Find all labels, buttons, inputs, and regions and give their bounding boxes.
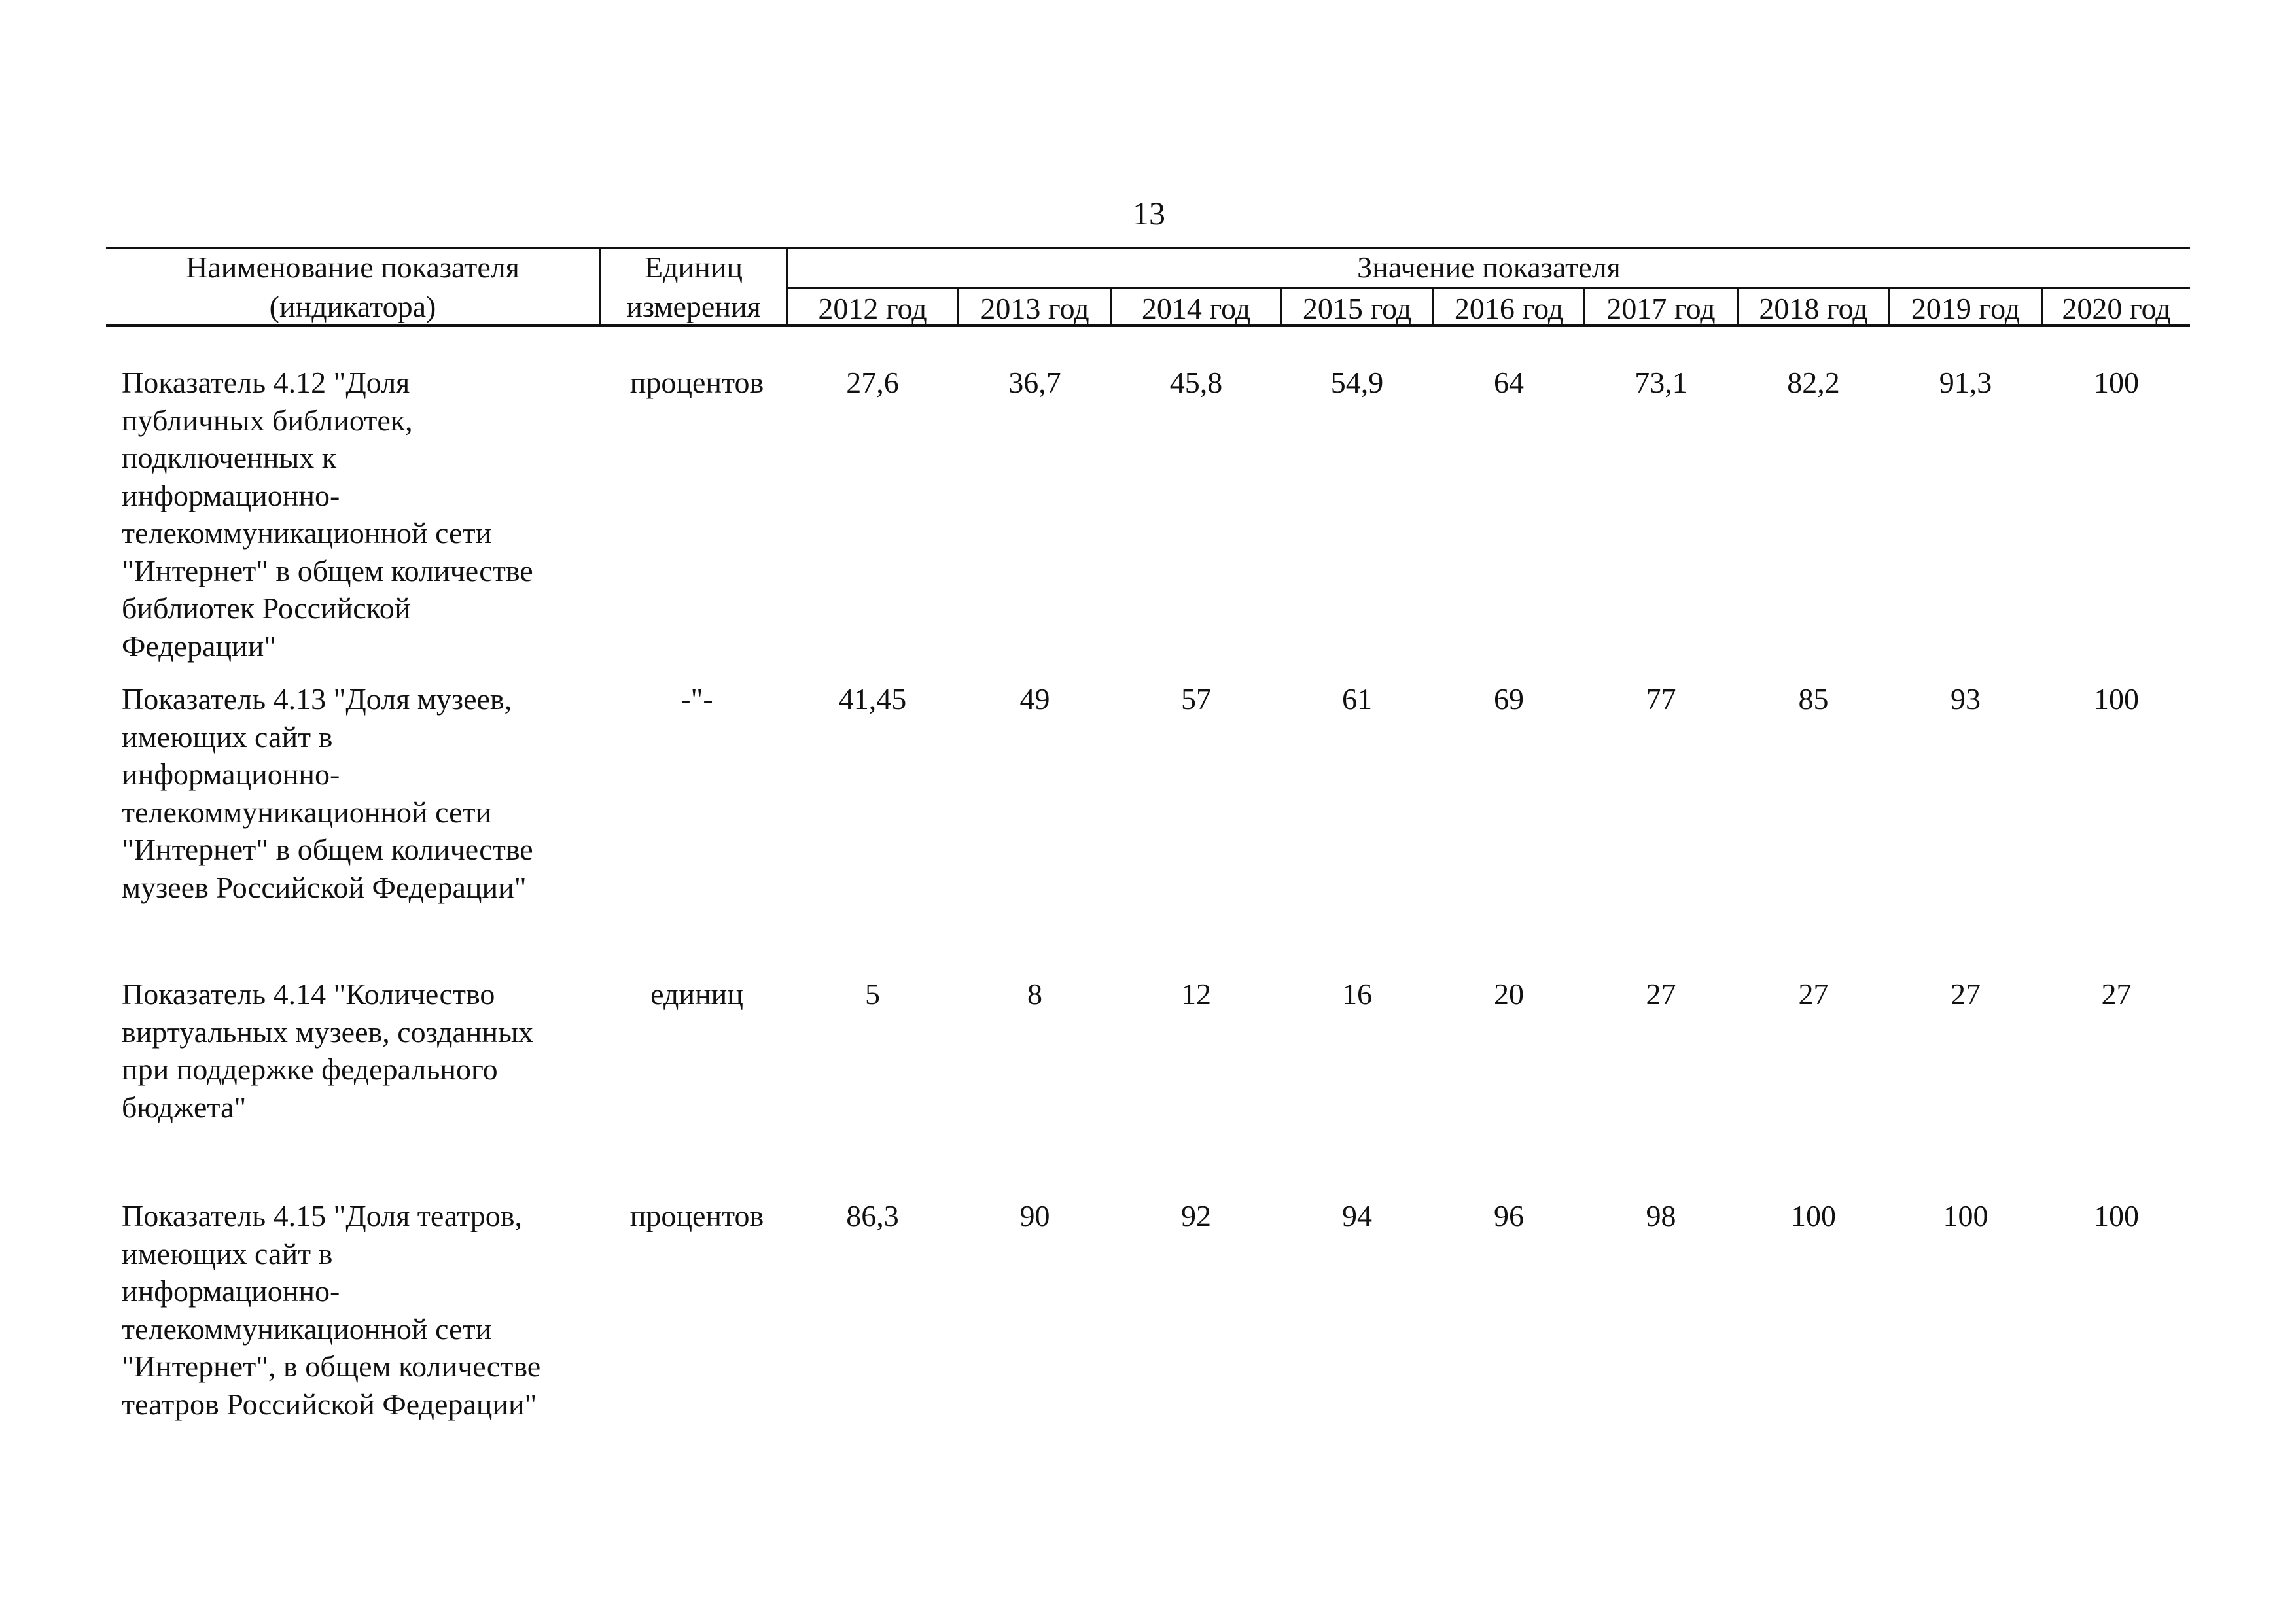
value-cell: 12 xyxy=(1181,977,1211,1011)
year-header: 2016 год xyxy=(1454,292,1564,325)
value-cell: 57 xyxy=(1181,682,1211,716)
value-cell: 94 xyxy=(1342,1199,1372,1232)
unit-cell: процентов xyxy=(629,366,764,399)
value-cell: 100 xyxy=(1943,1199,1988,1232)
value-cell: 73,1 xyxy=(1634,366,1687,399)
value-cell: 27,6 xyxy=(846,366,899,399)
indicator-name-line: театров Российской Федерации" xyxy=(122,1387,537,1421)
indicator-name-line: "Интернет", в общем количестве xyxy=(122,1350,541,1383)
years-top-rule xyxy=(786,287,2190,289)
indicator-name-line: телекоммуникационной сети xyxy=(122,516,492,550)
value-cell: 86,3 xyxy=(846,1199,899,1232)
indicator-name-line: Показатель 4.13 "Доля музеев, xyxy=(122,682,512,716)
table-row-name xyxy=(122,680,606,906)
value-cell: 54,9 xyxy=(1330,366,1384,399)
value-cell: 49 xyxy=(1019,682,1050,716)
value-cell: 36,7 xyxy=(1008,366,1061,399)
indicator-name-line: Показатель 4.12 "Доля xyxy=(122,366,410,399)
year-header: 2017 год xyxy=(1606,292,1716,325)
value-cell: 27 xyxy=(2101,977,2132,1011)
name-column-header-line2: (индикатора) xyxy=(269,290,436,323)
table-row-name xyxy=(122,975,606,1126)
value-cell: 20 xyxy=(1494,977,1524,1011)
year-header: 2018 год xyxy=(1759,292,1868,325)
indicator-name-line: Показатель 4.14 "Количество xyxy=(122,977,495,1011)
indicator-name-line: телекоммуникационной сети xyxy=(122,1312,492,1346)
value-cell: 8 xyxy=(1027,977,1042,1011)
unit-cell: единиц xyxy=(650,977,743,1011)
year-header: 2019 год xyxy=(1911,292,2021,325)
year-header: 2012 год xyxy=(818,292,927,325)
unit-column-header-line2: измерения xyxy=(626,290,761,323)
value-cell: 69 xyxy=(1494,682,1524,716)
value-cell: 91,3 xyxy=(1939,366,1992,399)
value-cell: 61 xyxy=(1342,682,1372,716)
value-cell: 100 xyxy=(2094,366,2139,399)
indicator-name-line: публичных библиотек, xyxy=(122,403,413,437)
unit-cell: -"- xyxy=(680,682,713,716)
value-cell: 98 xyxy=(1646,1199,1676,1232)
values-column-header: Значение показателя xyxy=(1357,251,1621,284)
value-cell: 93 xyxy=(1951,682,1981,716)
indicator-name-line: информационно- xyxy=(122,1274,340,1308)
page-number: 13 xyxy=(1133,195,1165,232)
value-cell: 27 xyxy=(1798,977,1829,1011)
value-cell: 100 xyxy=(2094,682,2139,716)
indicator-name-line: "Интернет" в общем количестве xyxy=(122,833,533,866)
indicator-name-line: имеющих сайт в xyxy=(122,720,333,754)
value-cell: 82,2 xyxy=(1787,366,1840,399)
indicator-name-line: библиотек Российской xyxy=(122,591,411,625)
unit-column-header-line1: Единиц xyxy=(645,251,743,284)
indicator-name-line: при поддержке федерального xyxy=(122,1053,498,1086)
value-cell: 27 xyxy=(1951,977,1981,1011)
table-row-name xyxy=(122,364,606,665)
indicator-name-line: музеев Российской Федерации" xyxy=(122,870,527,904)
value-cell: 27 xyxy=(1646,977,1676,1011)
indicator-name-line: имеющих сайт в xyxy=(122,1236,333,1270)
value-cell: 100 xyxy=(2094,1199,2139,1232)
value-cell: 100 xyxy=(1791,1199,1836,1232)
value-cell: 85 xyxy=(1798,682,1829,716)
indicator-name-line: виртуальных музеев, созданных xyxy=(122,1015,533,1049)
indicator-name-line: Показатель 4.15 "Доля театров, xyxy=(122,1199,522,1232)
value-cell: 16 xyxy=(1342,977,1372,1011)
value-cell: 45,8 xyxy=(1169,366,1223,399)
indicator-name-line: телекоммуникационной сети xyxy=(122,795,492,829)
year-header: 2013 год xyxy=(980,292,1089,325)
year-header: 2015 год xyxy=(1302,292,1412,325)
table-row-name xyxy=(122,1197,606,1423)
indicator-name-line: Федерации" xyxy=(122,629,277,663)
indicator-name-line: информационно- xyxy=(122,758,340,791)
year-header: 2014 год xyxy=(1141,292,1251,325)
value-cell: 77 xyxy=(1646,682,1676,716)
name-column-header-line1: Наименование показателя xyxy=(186,251,520,284)
value-cell: 92 xyxy=(1181,1199,1211,1232)
value-cell: 41,45 xyxy=(838,682,907,716)
indicator-name-line: подключенных к xyxy=(122,441,337,474)
indicator-name-line: бюджета" xyxy=(122,1090,247,1124)
year-header: 2020 год xyxy=(2062,292,2171,325)
indicator-name-line: "Интернет" в общем количестве xyxy=(122,553,533,587)
value-cell: 96 xyxy=(1494,1199,1524,1232)
value-cell: 90 xyxy=(1019,1199,1050,1232)
value-cell: 5 xyxy=(865,977,880,1011)
indicator-name-line: информационно- xyxy=(122,478,340,512)
unit-cell: процентов xyxy=(629,1199,764,1232)
value-cell: 64 xyxy=(1494,366,1524,399)
